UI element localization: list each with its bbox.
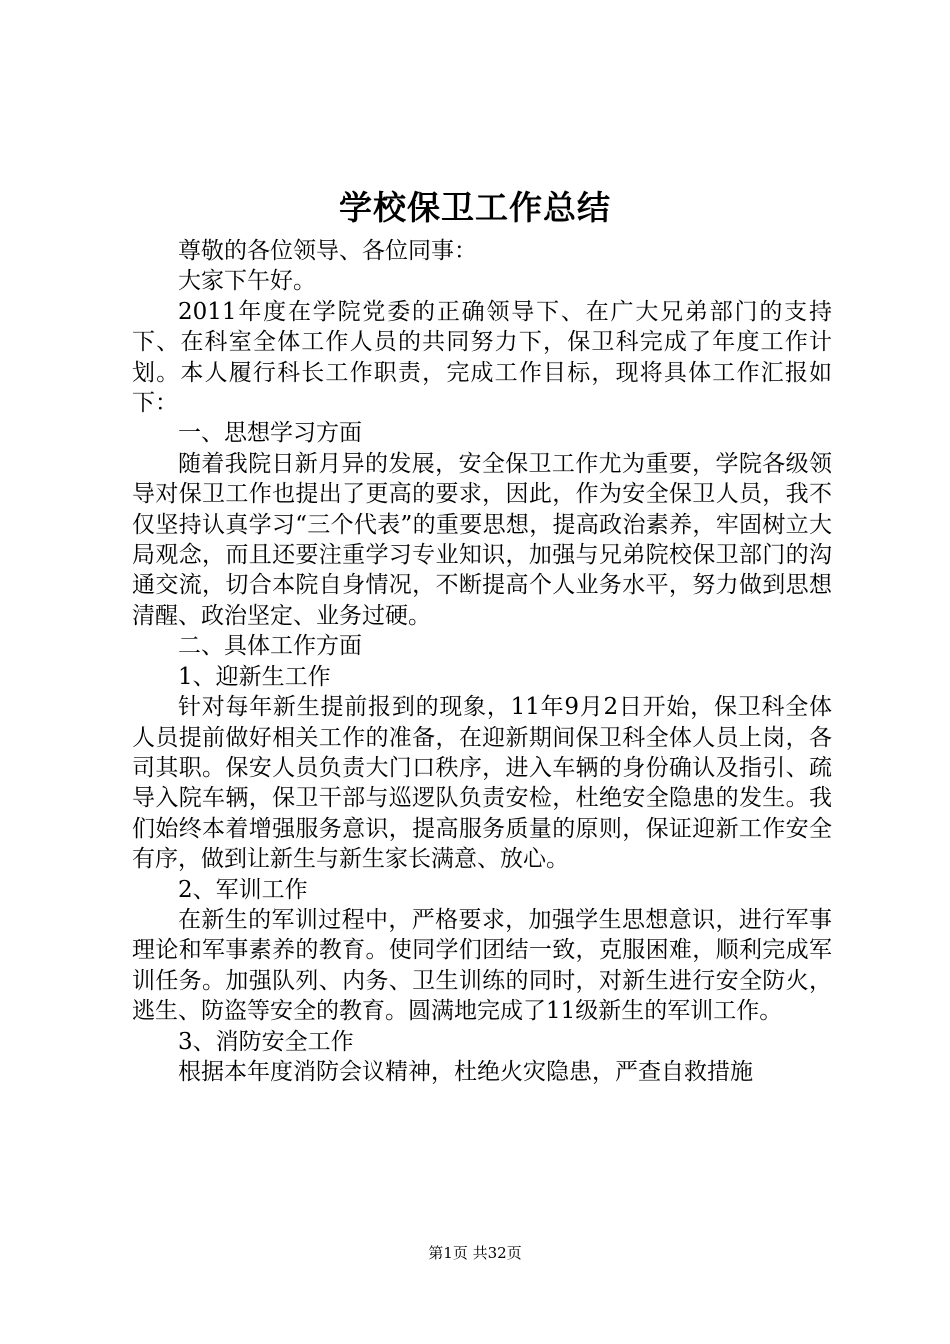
body-paragraph: 根据本年度消防会议精神，杜绝火灾隐患，严查自救措施 [178, 1058, 753, 1085]
greeting: 大家下午好。 [178, 268, 316, 295]
body-paragraph: 针对每年新生提前报到的现象，11年9月2日开始，保卫科全体人员提前做好相关工作的准备，在迎新期间保卫科全体人员上岗，各司其职。保安人员负责大门口秩序，进入车辆的身份确认及指引、疏导入院车辆，保卫干部与巡逻队负责安检，杜绝安全隐患的发生。我们始终本着增强服务意识，提高服务质量的原则，保证迎新工作安全有序，做到让新生与新生家长满意、放心。 [132, 694, 832, 873]
salutation: 尊敬的各位领导、各位同事： [178, 238, 477, 264]
document-title: 学校保卫工作总结 [339, 188, 611, 227]
body-paragraph: 在新生的军训过程中，严格要求，加强学生思想意识，进行军事理论和军事素养的教育。使同学们团结一致，克服困难，顺利完成军训任务。加强队列、内务、卫生训练的同时，对新生进行安全防火，逃生、防盗等安全的教育。圆满地完成了11级新生的军训工作。 [132, 906, 832, 1025]
intro-paragraph: 2011年度在学院党委的正确领导下、在广大兄弟部门的支持下、在科室全体工作人员的共同努力下，保卫科完成了年度工作计划。本人履行科长工作职责，完成工作目标，现将具体工作汇报如下： [132, 298, 832, 417]
subsection-heading: 1、迎新生工作 [178, 663, 331, 690]
section-heading: 二、具体工作方面 [178, 633, 362, 660]
body-paragraph: 随着我院日新月异的发展，安全保卫工作尤为重要，学院各级领导对保卫工作也提出了更高的要求，因此，作为安全保卫人员，我不仅坚持认真学习“三个代表”的重要思想，提高政治素养，牢固树立大局观念，而且还要注重学习专业知识，加强与兄弟院校保卫部门的沟通交流，切合本院自身情况，不断提高个人业务水平，努力做到思想清醒、政治坚定、业务过硬。 [132, 450, 832, 629]
subsection-heading: 2、军训工作 [178, 876, 308, 903]
page-number: 第1页 共32页 [428, 1244, 522, 1262]
section-heading: 一、思想学习方面 [178, 420, 362, 447]
document-body [132, 236, 832, 1087]
subsection-heading: 3、消防安全工作 [178, 1028, 354, 1055]
